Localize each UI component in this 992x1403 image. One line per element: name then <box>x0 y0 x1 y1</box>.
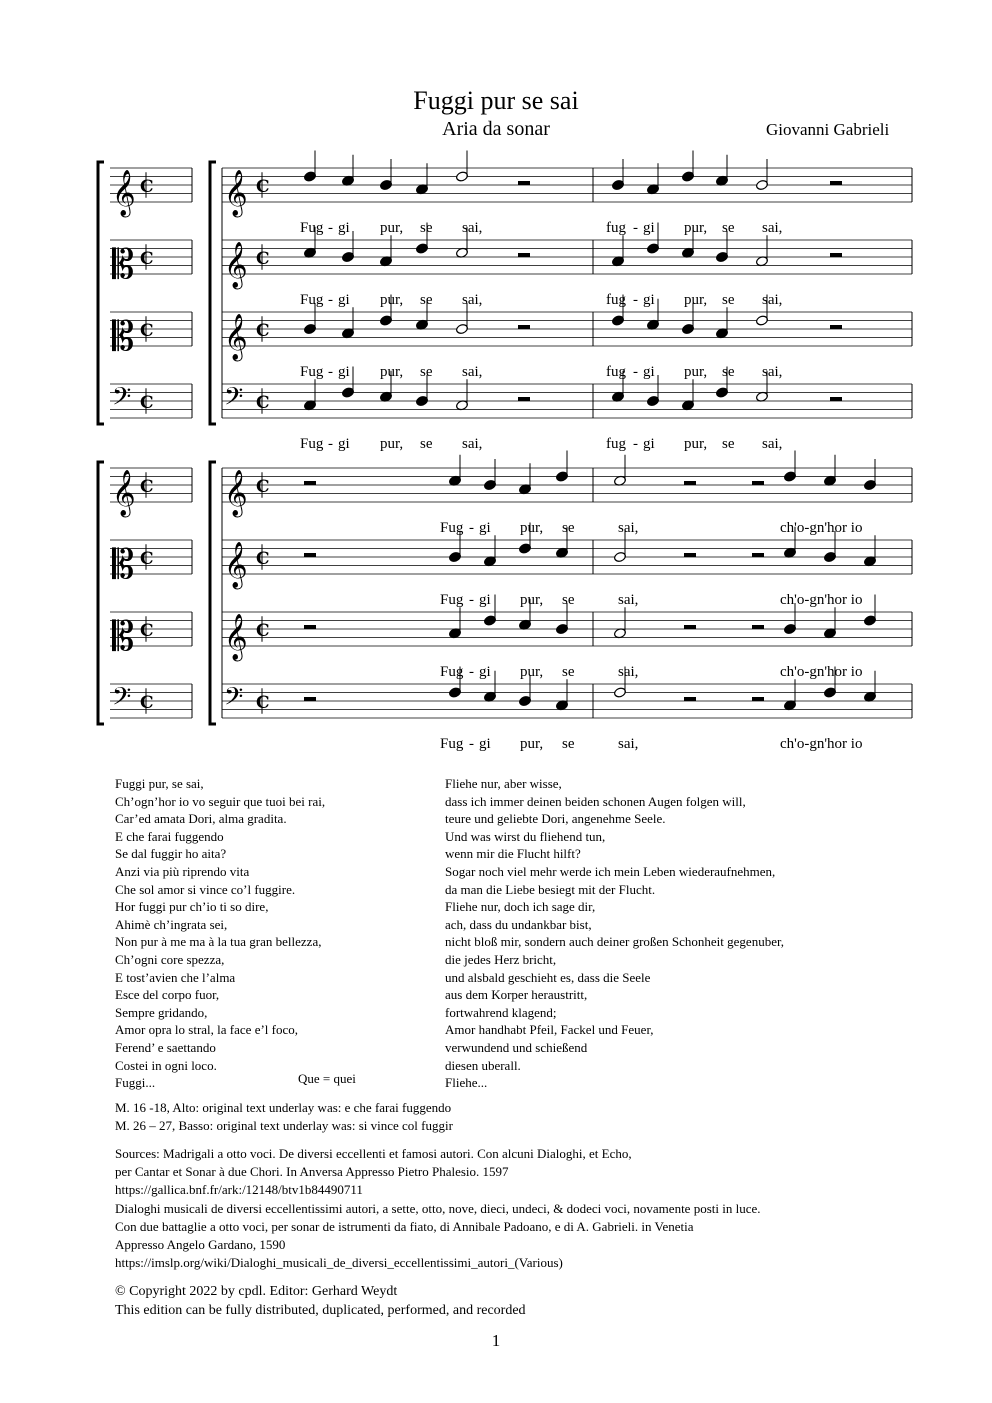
sources-list <box>115 1145 935 1272</box>
lyric-syllable: Fug <box>440 592 464 608</box>
editorial-notes <box>115 1099 453 1135</box>
poem-line: Esce del corpo fuor, <box>115 987 220 1003</box>
lyric-syllable: pur, <box>684 220 708 236</box>
lyric-syllable: - <box>328 220 333 236</box>
lyric-syllable: sai, <box>618 520 639 536</box>
time-signature: C <box>256 320 270 341</box>
clef-icon: 𝄞 <box>224 170 248 216</box>
copyright-line: © Copyright 2022 by cpdl. Editor: Gerhard Weydt <box>115 1284 398 1299</box>
poem-line: Und was wirst du fliehend tun, <box>445 828 606 844</box>
poem-line: fortwahrend klagend; <box>445 1004 557 1020</box>
source-line: Dialoghi musicali de diversi eccellentissimi autori, a sette, otto, nove, dieci, undeci, & dodeci voci, novamente posti in luce. <box>115 1200 761 1216</box>
lyric-syllable: gi <box>479 592 491 608</box>
lyric-syllable: - <box>328 364 333 380</box>
lyric-syllable: gi <box>479 736 491 752</box>
lyric-syllable: gi <box>643 364 655 380</box>
rest-mark <box>684 697 696 701</box>
clef-icon: 𝄡 <box>112 542 135 588</box>
lyric-syllable: pur, <box>520 592 544 608</box>
lyric-syllable: pur, <box>684 436 708 452</box>
lyric-syllable: - <box>469 664 474 680</box>
time-signature: C <box>140 320 154 341</box>
time-signature: C <box>256 692 270 713</box>
lyric-syllable: fug <box>606 292 626 308</box>
poem-line: Hor fuggi pur ch’io ti so dire, <box>115 899 269 915</box>
time-signature: C <box>256 392 270 413</box>
poem-line: Anzi via più riprendo vita <box>115 863 250 879</box>
lyric-syllable: pur, <box>380 364 404 380</box>
rest-mark <box>684 481 696 485</box>
system-bracket <box>98 462 104 724</box>
lyric-syllable: Fug <box>440 664 464 680</box>
lyric-syllable: ch'o-gn'hor io <box>780 520 863 536</box>
lyric-syllable: se <box>420 220 433 236</box>
poem-line: verwundend und schießend <box>445 1039 588 1055</box>
poem-line: Ch’ogni core spezza, <box>115 951 225 967</box>
lyric-syllable: pur, <box>684 364 708 380</box>
poem-line: Fliehe... <box>445 1075 488 1091</box>
lyric-syllable: gi <box>338 292 350 308</box>
source-line: Con due battaglie a otto voci, per sonar de istrumenti da fiato, di Annibale Padoano, e di A. Gabrieli. in Venetia <box>115 1218 694 1234</box>
source-line: https://imslp.org/wiki/Dialoghi_musicali_de_diversi_eccellentissimi_autori_(Various) <box>115 1255 563 1271</box>
lyric-syllable: - <box>633 292 638 308</box>
poem-line: da man die Liebe besiegt mit der Flucht. <box>445 881 656 897</box>
rest-mark <box>304 697 316 701</box>
lyric-syllable: gi <box>479 520 491 536</box>
poem-line: Sempre gridando, <box>115 1004 208 1020</box>
clef-icon: 𝄞 <box>224 542 248 588</box>
time-signature: C <box>256 248 270 269</box>
lyric-syllable: sai, <box>762 292 783 308</box>
poem-line: nicht bloß mir, sondern auch deiner großen Schonheit gegenuber, <box>445 934 785 950</box>
time-signature: C <box>140 548 154 569</box>
lyric-syllable: ch'o-gn'hor io <box>780 664 863 680</box>
lyric-syllable: - <box>469 592 474 608</box>
poem-line: Car’ed amata Dori, alma gradita. <box>115 811 287 827</box>
lyric-syllable: - <box>469 736 474 752</box>
poem-line: Ahimè ch’ingrata sei, <box>115 916 228 932</box>
lyric-syllable: sai, <box>762 436 783 452</box>
time-signature: C <box>256 548 270 569</box>
time-signature: C <box>140 248 154 269</box>
lyric-syllable: sai, <box>462 364 483 380</box>
clef-icon: 𝄞 <box>112 470 136 516</box>
poem-line: dass ich immer deinen beiden schonen Augen folgen will, <box>445 793 746 809</box>
lyric-syllable: gi <box>338 220 350 236</box>
rest-mark <box>304 553 316 557</box>
composer-name: Giovanni Gabrieli <box>766 120 890 139</box>
page-number: 1 <box>491 1331 501 1350</box>
lyric-syllable: fug <box>606 436 626 452</box>
lyric-syllable: pur, <box>520 520 544 536</box>
rest-mark <box>518 325 530 329</box>
music-score <box>0 150 992 760</box>
lyric-syllable: sai, <box>462 292 483 308</box>
clef-icon: 𝄞 <box>224 314 248 360</box>
lyric-syllable: sai, <box>618 664 639 680</box>
poem-line: Fliehe nur, aber wisse, <box>445 776 562 791</box>
poem-line: wenn mir die Flucht hilft? <box>445 846 581 862</box>
lyric-syllable: gi <box>643 220 655 236</box>
score-notation <box>98 151 912 753</box>
rest-mark <box>830 253 842 257</box>
time-signature: C <box>140 692 154 713</box>
system-bracket <box>210 162 216 424</box>
lyric-syllable: se <box>722 220 735 236</box>
rest-mark <box>684 625 696 629</box>
lyric-syllable: sai, <box>762 364 783 380</box>
poem-line: die jedes Herz bricht, <box>445 951 557 967</box>
copyright-notice <box>115 1283 526 1320</box>
poem-line: Amor opra lo stral, la face e’l foco, <box>115 1022 299 1038</box>
lyric-syllable: se <box>722 436 735 452</box>
rest-mark <box>752 553 764 557</box>
lyric-syllable: gi <box>338 364 350 380</box>
lyric-syllable: - <box>328 292 333 308</box>
poem-note: Que = quei <box>298 1071 356 1086</box>
source-line: Appresso Angelo Gardano, 1590 <box>115 1237 286 1253</box>
poem-line: Non pur à me ma à la tua gran bellezza, <box>115 934 322 950</box>
lyric-syllable: pur, <box>380 220 404 236</box>
clef-icon: 𝄢 <box>112 682 132 718</box>
poem-line: Sogar noch viel mehr werde ich mein Leben wiederaufnehmen, <box>445 863 776 879</box>
clef-icon: 𝄡 <box>112 242 135 288</box>
lyric-syllable: pur, <box>380 292 404 308</box>
lyric-syllable: Fug <box>440 520 464 536</box>
lyric-syllable: pur, <box>380 436 404 452</box>
lyric-syllable: se <box>722 364 735 380</box>
clef-icon: 𝄞 <box>224 614 248 660</box>
rest-mark <box>518 181 530 185</box>
rest-mark <box>830 181 842 185</box>
rest-mark <box>684 553 696 557</box>
poem-line: Che sol amor si vince co’l fuggire. <box>115 881 296 897</box>
rest-mark <box>304 481 316 485</box>
lyric-syllable: gi <box>643 436 655 452</box>
source-line: per Cantar et Sonar à due Chori. In Anversa Appresso Pietro Phalesio. 1597 <box>115 1164 509 1180</box>
lyric-syllable: sai, <box>618 592 639 608</box>
poem-line: aus dem Korper heraustritt, <box>445 987 588 1003</box>
lyric-syllable: Fug <box>440 736 464 752</box>
poem-line: Se dal fuggir ho aita? <box>115 846 227 862</box>
poem-line: ach, dass du undankbar bist, <box>445 916 592 932</box>
source-line: https://gallica.bnf.fr/ark:/12148/btv1b84490711 <box>115 1182 363 1198</box>
time-signature: C <box>140 620 154 641</box>
poem-line: Fliehe nur, doch ich sage dir, <box>445 899 596 915</box>
lyric-syllable: se <box>420 292 433 308</box>
piece-subtitle: Aria da sonar <box>442 118 550 140</box>
poem-line: Ferend’ e saettando <box>115 1039 216 1055</box>
lyric-syllable: ch'o-gn'hor io <box>780 592 863 608</box>
clef-icon: 𝄞 <box>224 242 248 288</box>
clef-icon: 𝄢 <box>224 682 244 718</box>
lyric-syllable: - <box>633 436 638 452</box>
rest-mark <box>304 625 316 629</box>
lyric-syllable: pur, <box>684 292 708 308</box>
lyric-syllable: se <box>562 592 575 608</box>
clef-icon: 𝄞 <box>224 470 248 516</box>
poem-line: E che farai fuggendo <box>115 828 224 844</box>
poem-line: Amor handhabt Pfeil, Fackel und Feuer, <box>445 1022 654 1038</box>
lyric-syllable: gi <box>643 292 655 308</box>
lyric-syllable: se <box>722 292 735 308</box>
rest-mark <box>752 625 764 629</box>
lyric-syllable: fug <box>606 220 626 236</box>
lyric-syllable: ch'o-gn'hor io <box>780 736 863 752</box>
time-signature: C <box>256 176 270 197</box>
lyric-syllable: se <box>562 520 575 536</box>
rest-mark <box>752 697 764 701</box>
system-bracket <box>98 162 104 424</box>
poem-german <box>445 775 925 1092</box>
copyright-line: This edition can be fully distributed, duplicated, performed, and recorded <box>115 1302 526 1318</box>
lyric-syllable: Fug <box>300 436 324 452</box>
rest-mark <box>518 253 530 257</box>
clef-icon: 𝄢 <box>112 382 132 418</box>
source-line: Sources: Madrigali a otto voci. De diversi eccellenti et famosi autori. Con alcuni Dialoghi, et Echo, <box>115 1146 632 1161</box>
poem-italian <box>115 775 415 1092</box>
time-signature: C <box>256 620 270 641</box>
piece-title: Fuggi pur se sai <box>413 86 579 115</box>
time-signature: C <box>140 476 154 497</box>
poem-line: Fuggi pur, se sai, <box>115 776 204 791</box>
note-line: M. 16 -18, Alto: original text underlay was: e che farai fuggendo <box>115 1100 452 1115</box>
lyric-syllable: - <box>328 436 333 452</box>
lyric-syllable: Fug <box>300 220 324 236</box>
lyric-syllable: sai, <box>462 220 483 236</box>
clef-icon: 𝄢 <box>224 382 244 418</box>
rest-mark <box>830 325 842 329</box>
clef-icon: 𝄞 <box>112 170 136 216</box>
clef-icon: 𝄡 <box>112 314 135 360</box>
lyric-syllable: - <box>633 220 638 236</box>
lyric-syllable: sai, <box>762 220 783 236</box>
lyric-syllable: Fug <box>300 364 324 380</box>
poem-line: E tost’avien che l’alma <box>115 969 236 985</box>
rest-mark <box>518 397 530 401</box>
time-signature: C <box>256 476 270 497</box>
lyric-syllable: se <box>562 664 575 680</box>
poem-line: Ch’ogn’hor io vo seguir que tuoi bei rai, <box>115 793 326 809</box>
clef-icon: 𝄡 <box>112 614 135 660</box>
poem-line: diesen uberall. <box>445 1057 521 1073</box>
lyric-syllable: - <box>633 364 638 380</box>
poem-line: Costei in ogni loco. <box>115 1057 217 1073</box>
lyric-syllable: sai, <box>618 736 639 752</box>
lyric-syllable: se <box>420 436 433 452</box>
lyric-syllable: pur, <box>520 736 544 752</box>
lyric-syllable: Fug <box>300 292 324 308</box>
poem-line: und alsbald geschieht es, dass die Seele <box>445 969 651 985</box>
system-bracket <box>210 462 216 724</box>
poem-line: Fuggi... <box>115 1075 156 1091</box>
time-signature: C <box>140 176 154 197</box>
lyric-syllable: se <box>562 736 575 752</box>
note-line: M. 26 – 27, Basso: original text underlay was: si vince col fuggir <box>115 1118 453 1133</box>
lyric-syllable: gi <box>338 436 350 452</box>
rest-mark <box>830 397 842 401</box>
time-signature: C <box>140 392 154 413</box>
rest-mark <box>752 481 764 485</box>
lyric-syllable: gi <box>479 664 491 680</box>
lyric-syllable: fug <box>606 364 626 380</box>
lyric-syllable: pur, <box>520 664 544 680</box>
lyric-syllable: sai, <box>462 436 483 452</box>
poem-line: teure und geliebte Dori, angenehme Seele. <box>445 811 666 827</box>
lyric-syllable: - <box>469 520 474 536</box>
lyric-syllable: se <box>420 364 433 380</box>
